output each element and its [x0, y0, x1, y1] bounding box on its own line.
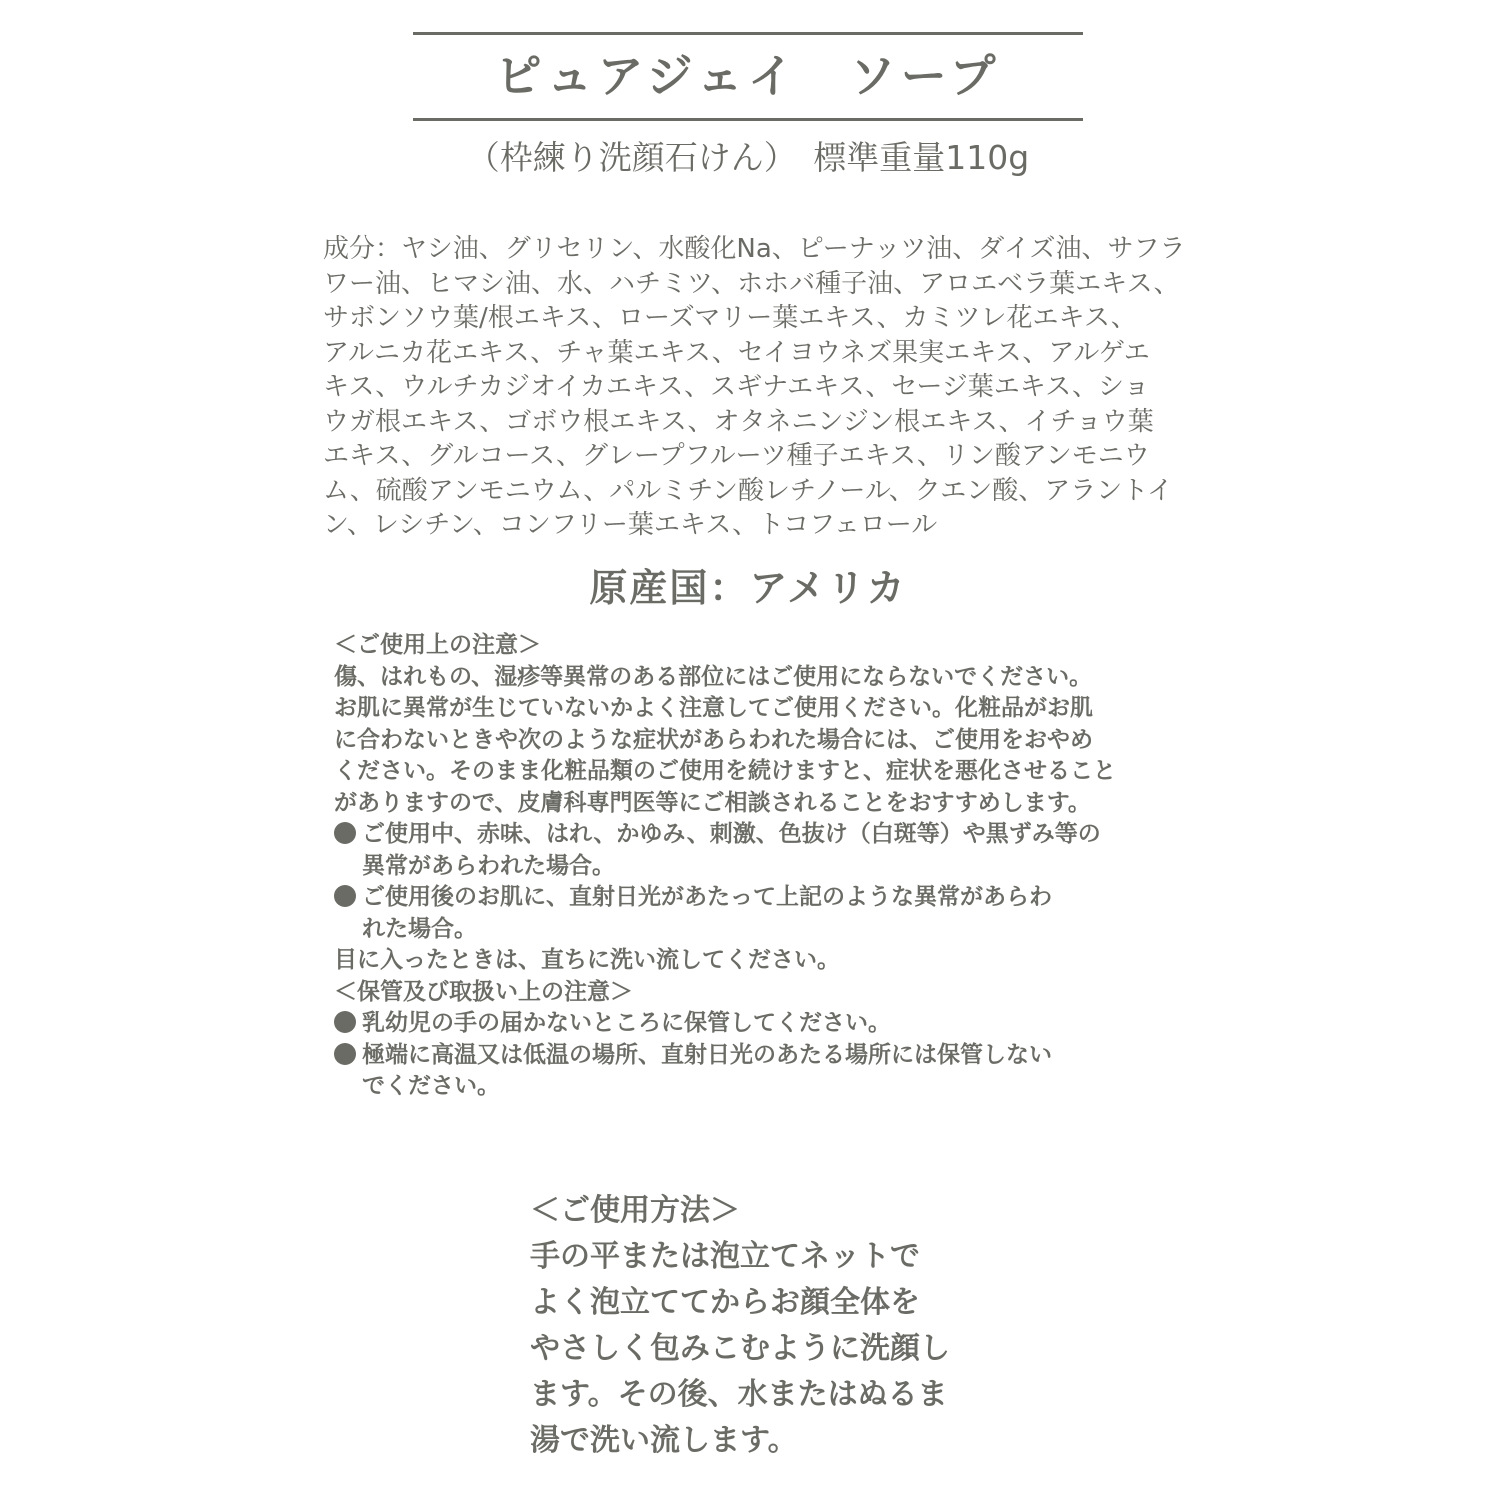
ingredients-line: アルニカ花エキス、チャ葉エキス、セイヨウネズ果実エキス、アルゲエ: [323, 337, 1150, 368]
usage-instructions: [530, 1188, 990, 1464]
caution-line: お肌に異常が生じていないかよく注意してご使用ください。化粧品がお肌: [334, 695, 1093, 721]
eye-contact-note: 目に入ったときは、直ちに洗い流してください。: [334, 947, 840, 973]
bullet-text: 極端に高温又は低温の場所、直射日光のあたる場所には保管しない: [362, 1041, 1052, 1068]
ingredients-line: 成分：ヤシ油、グリセリン、水酸化Na、ピーナッツ油、ダイズ油、サフラ: [323, 234, 1186, 264]
title-top-rule: [413, 32, 1083, 35]
caution-line: 傷、はれもの、湿疹等異常のある部位にはご使用にならないでください。: [334, 663, 1093, 690]
caution-line: ください。そのまま化粧品類のご使用を続けますと、症状を悪化させること: [334, 758, 1116, 784]
usage-line: 手の平または泡立てネットで: [530, 1239, 920, 1274]
bullet-text: ご使用中、赤味、はれ、かゆみ、刺激、色抜け（白斑等）や黒ずみ等の: [362, 821, 1101, 847]
bullet-text: ご使用後のお肌に、直射日光があたって上記のような異常があらわ: [362, 884, 1052, 910]
bullet-continuation: れた場合。: [362, 915, 477, 942]
ingredients-line: キス、ウルチカジオイカエキス、スギナエキス、セージ葉エキス、ショ: [323, 372, 1150, 402]
usage-line: ます。その後、水またはぬるま: [530, 1377, 948, 1412]
bullet-icon: [334, 885, 356, 907]
storage-cautions-heading: ＜保管及び取扱い上の注意＞: [334, 978, 633, 1005]
ingredients-line: サボンソウ葉/根エキス、ローズマリー葉エキス、カミツレ花エキス、: [323, 303, 1137, 333]
usage-cautions-heading: ＜ご使用上の注意＞: [334, 632, 541, 658]
caution-bullet-item: [334, 882, 1174, 914]
product-title: ピュアジェイ ソープ: [495, 49, 1001, 103]
cautions-block: [334, 630, 1174, 1103]
country-of-origin: 原産国：アメリカ: [589, 566, 907, 610]
usage-line: よく泡立ててからお顔全体を: [530, 1285, 920, 1320]
bullet-icon: [334, 1043, 356, 1065]
ingredients-line: ワー油、ヒマシ油、水、ハチミツ、ホホバ種子油、アロエベラ葉エキス、: [323, 268, 1180, 299]
bullet-text: 乳幼児の手の届かないところに保管してください。: [362, 1010, 891, 1036]
usage-line: 湯で洗い流します。: [530, 1423, 798, 1458]
bullet-icon: [334, 1011, 356, 1033]
ingredients-line: ウガ根エキス、ゴボウ根エキス、オタネニンジン根エキス、イチョウ葉: [323, 406, 1154, 437]
title-bottom-rule: [413, 118, 1083, 121]
ingredients-line: ン、レシチン、コンフリー葉エキス、トコフェロール: [323, 510, 938, 540]
bullet-continuation: でください。: [362, 1073, 500, 1099]
ingredients-block: [323, 232, 1186, 543]
usage-heading: ＜ご使用方法＞: [530, 1193, 740, 1228]
caution-line: がありますので、皮膚科専門医等にご相談されることをおすすめします。: [334, 789, 1091, 816]
usage-line: やさしく包みこむように洗顔し: [530, 1331, 950, 1366]
ingredients-line: ム、硫酸アンモニウム、パルミチン酸レチノール、クエン酸、アラントイ: [323, 475, 1173, 506]
ingredients-line: エキス、グルコース、グレープフルーツ種子エキス、リン酸アンモニウ: [323, 441, 1150, 471]
caution-line: に合わないときや次のような症状があらわれた場合には、ご使用をおやめ: [334, 726, 1093, 753]
caution-bullet-item: [334, 1008, 1174, 1040]
caution-bullet-item: [334, 819, 1174, 851]
caution-bullet-item: [334, 1040, 1174, 1072]
bullet-icon: [334, 822, 356, 844]
product-subtitle: （枠練り洗顔石けん） 標準重量110g: [466, 138, 1030, 177]
bullet-continuation: 異常があらわれた場合。: [362, 852, 615, 879]
